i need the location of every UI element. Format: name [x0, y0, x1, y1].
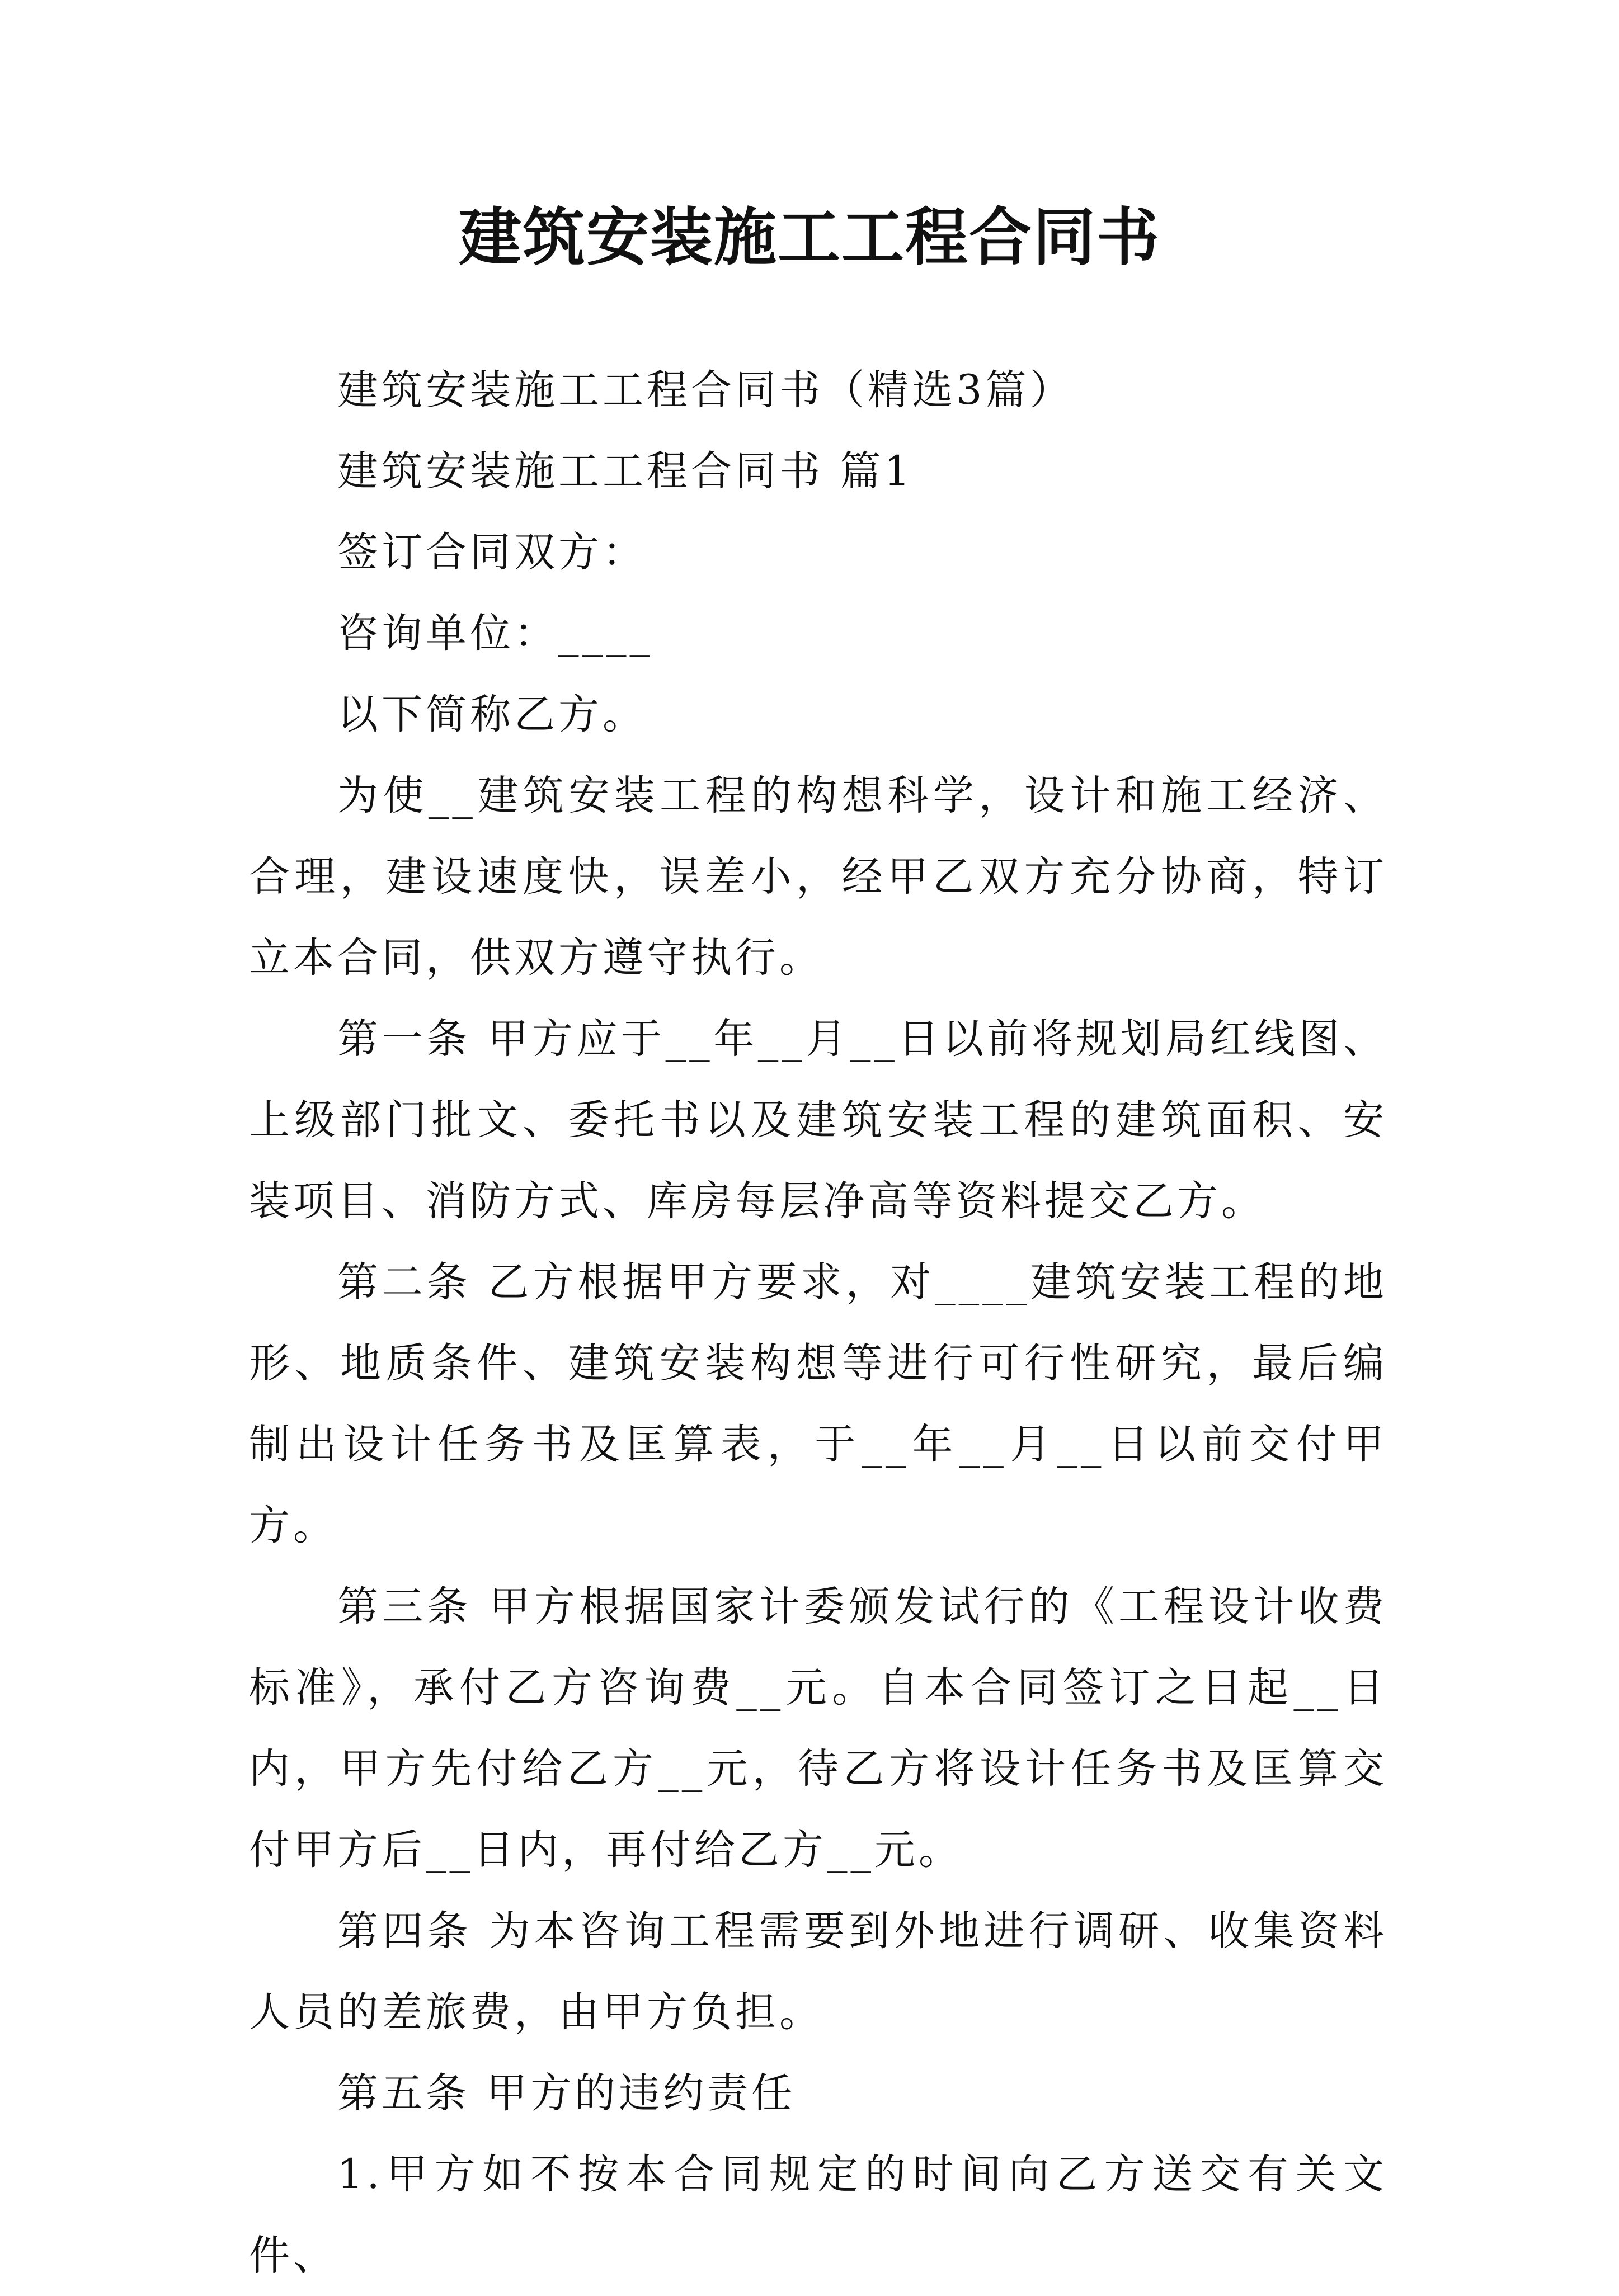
paragraph-party-b-note: 以下简称乙方。	[337, 691, 647, 738]
paragraph-parties: 签订合同双方：	[337, 529, 647, 576]
paragraph-article-5-item-1: 1.甲方如不按本合同规定的时间向乙方送交有关文件、	[249, 2151, 1387, 2279]
paragraph-article-1: 第一条 甲方应于__年__月__日以前将规划局红线图、上级部门批文、委托书以及建筑安装工程的建筑面积、安装项目、消防方式、库房每层净高等资料提交乙方。	[249, 1015, 1387, 1225]
document-body	[249, 350, 1387, 2296]
paragraph-article-2: 第二条 乙方根据甲方要求，对____建筑安装工程的地形、地质条件、建筑安装构想等进行可行性研究，最后编制出设计任务书及匡算表，于__年__月__日以前交付甲方。	[249, 1258, 1387, 1549]
paragraph-subtitle: 建筑安装施工工程合同书（精选3篇）	[337, 366, 1074, 414]
paragraph-preamble: 为使__建筑安装工程的构想科学，设计和施工经济、合理，建设速度快，误差小，经甲乙双方充分协商，特订立本合同，供双方遵守执行。	[249, 772, 1387, 982]
paragraph-section-heading: 建筑安装施工工程合同书 篇1	[337, 447, 914, 495]
document-title: 建筑安装施工工程合同书	[459, 201, 1160, 274]
paragraph-article-4: 第四条 为本咨询工程需要到外地进行调研、收集资料人员的差旅费，由甲方负担。	[249, 1907, 1387, 2036]
paragraph-article-5: 第五条 甲方的违约责任	[337, 2069, 796, 2117]
paragraph-article-3: 第三条 甲方根据国家计委颁发试行的《工程设计收费标准》，承付乙方咨询费__元。自本合同签订之日起__日内，甲方先付给乙方__元，待乙方将设计任务书及匡算交付甲方后__日内，再付给乙方__元。	[249, 1583, 1387, 1874]
paragraph-consulting-unit: 咨询单位：____	[337, 610, 653, 657]
